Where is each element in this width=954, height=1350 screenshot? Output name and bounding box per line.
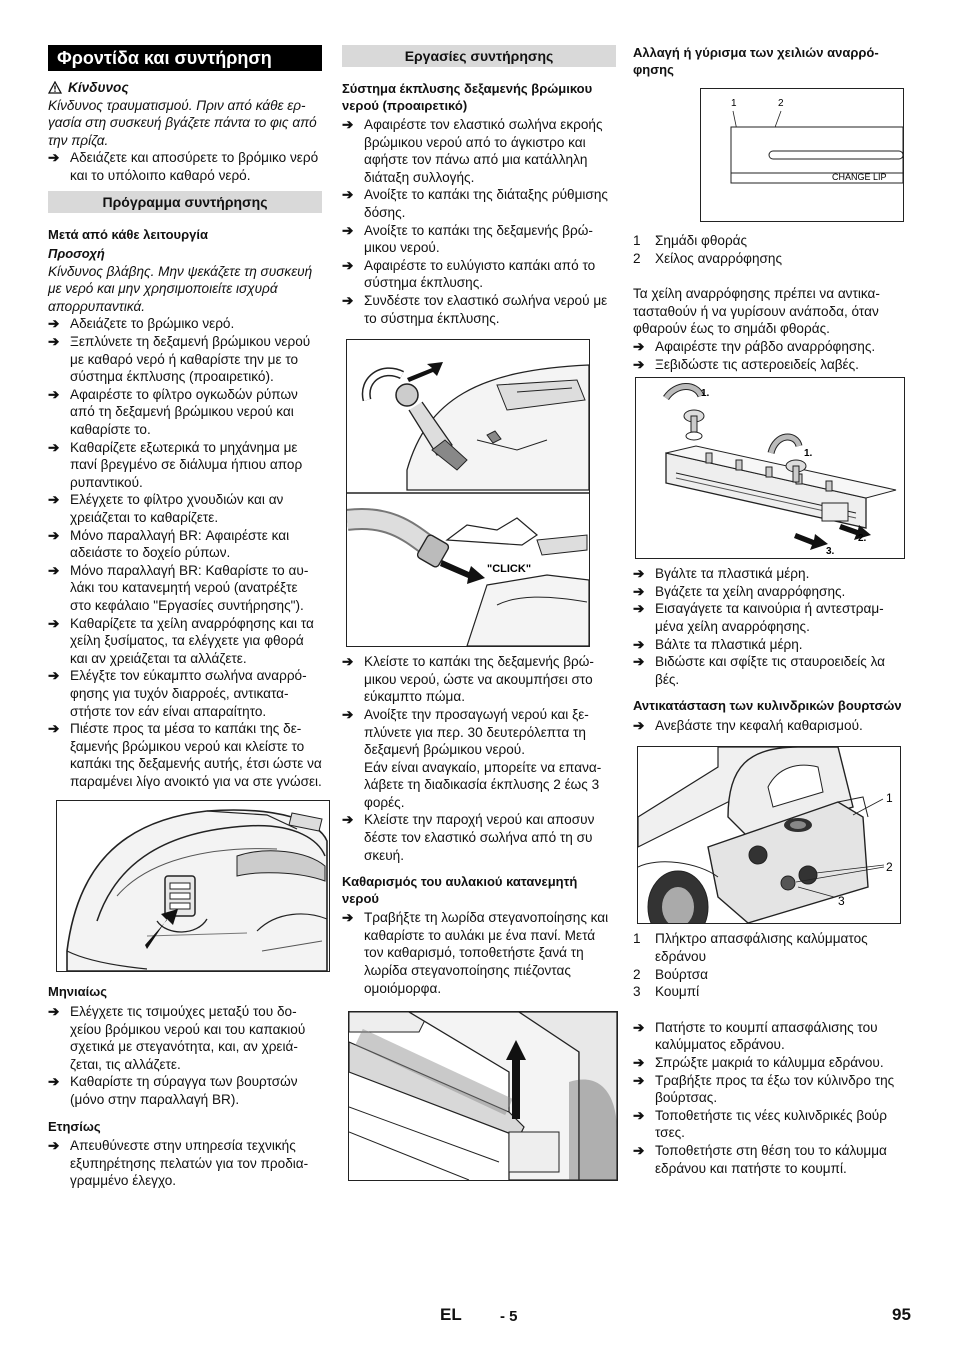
brush-legend [633, 930, 907, 1000]
step-item: ➔ Βιδώστε και σφίξτε τις σταυροειδείς λα βές. [633, 654, 886, 687]
tank-lid-figure [56, 800, 330, 972]
arrow-right-icon: ➔ [633, 601, 645, 617]
brush-steps [633, 717, 907, 735]
arrow-right-icon: ➔ [48, 492, 60, 508]
groove-steps [342, 909, 616, 997]
arrow-right-icon: ➔ [633, 583, 645, 599]
change-lip-label: CHANGE LIP [832, 172, 887, 182]
step-item: ➔ Ανεβάστε την κεφαλή καθαρισμού. [633, 717, 863, 733]
step-item: ➔ Καθαρίζετε εξωτερικά το μηχάνημα με πανί βρεγμένο σε διάλυμα ήπιου απορ ρυπαντικού. [48, 439, 303, 490]
arrow-right-icon: ➔ [342, 654, 354, 670]
squeegee-disassembly-illustration [636, 378, 904, 558]
step-item: ➔ Αδειάζετε το βρώμικο νερό. [48, 316, 235, 332]
danger-heading: Κίνδυνος [68, 80, 129, 95]
step-item: ➔ Πατήστε το κουμπί απασφάλισης του καλύμματος εδράνου. [633, 1019, 878, 1053]
step-item: ➔ Ξεβιδώστε τις αστεροειδείς λαβές. [633, 356, 859, 372]
step-mark-1a: 1. [701, 388, 710, 400]
step-item: ➔ Ξεπλύνετε τη δεξαμενή βρώμικου νερού με καθαρό νερό ή καθαρίστε την με το σύστημα έκπλυσης (προαιρετικό). [48, 334, 311, 385]
footer-page-number: 95 [892, 1305, 911, 1324]
step-item: ➔ Ανοίξτε το καπάκι της διάταξης ρύθμισης δόσης. [342, 187, 608, 220]
arrow-right-icon: ➔ [633, 1072, 645, 1088]
after-operation-steps [48, 315, 322, 790]
step-item: ➔ Ελέγχετε τις τσιμούχες μεταξύ του δοχείου βρόμικου νερού και του καπακιού σχετικά με στεγανότητα, και, αν χρειάζεται, τις αλλάζετε. [48, 1003, 306, 1072]
arrow-right-icon: ➔ [342, 706, 354, 722]
step-item: ➔ Ανοίξτε το καπάκι της δεξαμενής βρώμικου νερού. [342, 222, 593, 256]
arrow-right-icon: ➔ [633, 566, 645, 582]
arrow-right-icon: ➔ [633, 717, 645, 733]
squeegee-disassembly-figure [635, 377, 905, 559]
step-item: ➔ Ελέγξτε τον εύκαμπτο σωλήνα αναρρόφησης για τυχόν διαρροές, αντικαταστήστε τον εάν είναι απαραίτητο. [48, 668, 307, 719]
step-mark-3: 3. [826, 546, 835, 558]
lip-text: Τα χείλη αναρρόφησης πρέπει να αντικατασταθούν ή να γυρίσουν ανάποδα, όταν φθαρούν έως το σημάδι φθοράς. [633, 286, 880, 337]
arrow-right-icon: ➔ [633, 1054, 645, 1070]
step-item: ➔ Απευθύνεστε στην υπηρεσία τεχνικής εξυπηρέτησης πελατών για τον προδιαγραμμένο έλεγχο. [48, 1138, 309, 1189]
arrow-right-icon: ➔ [48, 721, 60, 737]
step-item: ➔ Ανοίξτε την προσαγωγή νερού και ξεπλύνετε για περ. 30 δευτερόλεπτα τη δεξαμενή βρώμικου νερού. [342, 706, 589, 758]
step-item: ➔ Εισαγάγετε τα καινούρια ή αντεστραμμένα χείλη αναρρόφησης. [633, 601, 884, 634]
flush-steps-2 [342, 653, 616, 759]
arrow-right-icon: ➔ [48, 1138, 60, 1154]
column-middle [342, 45, 616, 1181]
flush-connection-figure [346, 339, 590, 647]
step-item: ➔ Τραβήξτε προς τα έξω τον κύλινδρο της βούρτσας. [633, 1072, 895, 1106]
maintenance-program-bar: Πρόγραμμα συντήρησης [48, 191, 322, 213]
step-item: ➔ Βάλτε τα πλαστικά μέρη. [633, 636, 803, 652]
step-item: ➔ Τοποθετήστε στη θέση του το κάλυμμα εδράνου και πατήστε το κουμπί. [633, 1142, 887, 1176]
change-lip-figure [700, 88, 904, 222]
arrow-right-icon: ➔ [633, 636, 645, 652]
click-label: "CLICK" [487, 563, 532, 576]
monthly-steps [48, 1003, 322, 1109]
legend-item: 2 Χείλος αναρρόφησης [633, 250, 783, 266]
arrow-right-icon: ➔ [633, 654, 645, 670]
danger-text: Κίνδυνος τραυματισμού. Πριν από κάθε εργασία στη συσκευή βγάζετε πάντα το φις από την πρίζα. [48, 97, 317, 148]
flush-connection-illustration [347, 340, 589, 646]
arrow-right-icon: ➔ [48, 150, 60, 166]
step-item: ➔ Βγάλτε τα πλαστικά μέρη. [633, 566, 810, 582]
step-item: ➔ Τοποθετήστε τις νέες κυλινδρικές βούρ τσες. [633, 1107, 887, 1141]
arrow-right-icon: ➔ [633, 1107, 645, 1123]
brush-head-illustration [638, 747, 900, 923]
water-distributor-figure [348, 1011, 618, 1181]
fig-callout-2: 2 [778, 98, 784, 109]
footer-language: EL [440, 1305, 462, 1324]
danger-step: ➔ Αδειάζετε και αποσύρετε το βρόμικο νερό και το υπόλοιπο καθαρό νερό. [48, 150, 319, 183]
suction-lip-heading: Αλλαγή ή γύρισμα των χειλιών αναρρόφησης [633, 45, 879, 77]
callout-2: 2 [886, 860, 893, 875]
step-item: ➔ Αφαιρέστε το φίλτρο ογκωδών ρύπων από τη δεξαμενή βρώμικου νερού και καθαρίστε το. [48, 386, 298, 437]
lip-steps [633, 338, 907, 373]
water-distributor-illustration [349, 1012, 617, 1180]
legend-item: 1 Σημάδι φθοράς [633, 233, 748, 248]
step-item: ➔ Μόνο παραλλαγή BR: Αφαιρέστε και αδειάστε το δοχείο ρύπων. [48, 527, 290, 561]
arrow-right-icon: ➔ [48, 527, 60, 543]
arrow-right-icon: ➔ [48, 615, 60, 631]
warning-triangle-icon [48, 81, 62, 94]
section-title: Φροντίδα και συντήρηση [48, 45, 322, 71]
footer-subpage: - 5 [500, 1308, 518, 1325]
danger-heading-row [48, 79, 322, 97]
arrow-right-icon: ➔ [342, 910, 354, 926]
maintenance-work-bar: Εργασίες συντήρησης [342, 45, 616, 67]
legend-item: 3 Κουμπί [633, 984, 700, 1000]
arrow-right-icon: ➔ [633, 1142, 645, 1158]
arrow-right-icon: ➔ [342, 812, 354, 828]
step-mark-1b: 1. [804, 448, 813, 460]
flush-system-heading: Σύστημα έκπλυσης δεξαμενής βρώμικου νερού (προαιρετικό) [342, 81, 593, 113]
step-item: ➔ Αφαιρέστε το ευλύγιστο καπάκι από το σύστημα έκπλυσης. [342, 257, 596, 291]
step-item: ➔ Μόνο παραλλαγή BR: Καθαρίστε το αυλάκι του κατανεμητή νερού (ανατρέξτε στο κεφάλαιο "Εργασίες συντήρησης"). [48, 562, 309, 613]
fig-callout-1: 1 [731, 98, 737, 109]
legend-item: 1 Πλήκτρο απασφάλισης καλύμματος εδράνου [633, 931, 868, 964]
arrow-right-icon: ➔ [48, 562, 60, 578]
step-mark-2: 2. [858, 533, 867, 545]
arrow-right-icon: ➔ [342, 117, 354, 132]
brush-head-figure [637, 746, 901, 924]
legend-item: 2 Βούρτσα [633, 966, 709, 982]
arrow-right-icon: ➔ [633, 338, 645, 354]
step-item: ➔ Αφαιρέστε την ράβδο αναρρόφησης. [633, 338, 876, 354]
step-item: ➔ Βγάζετε τα χείλη αναρρόφησης. [633, 583, 846, 599]
step-item: ➔ Ελέγχετε το φίλτρο χνουδιών και αν χρειάζεται το καθαρίζετε. [48, 492, 284, 525]
arrow-right-icon: ➔ [48, 386, 60, 402]
tank-lid-illustration [57, 801, 329, 971]
column-right [633, 45, 907, 1177]
change-lip-illustration [701, 89, 903, 221]
step-item: ➔ Σπρώξτε μακριά το κάλυμμα εδράνου. [633, 1054, 884, 1070]
caution-text: Κίνδυνος βλάβης. Μην ψεκάζετε τη συσκευή με νερό και μην χρησιμοποιείτε ισχυρά απορρυπαντικά. [48, 263, 313, 314]
after-operation-heading: Μετά από κάθε λειτουργία [48, 226, 208, 242]
arrow-right-icon: ➔ [48, 668, 60, 684]
arrow-right-icon: ➔ [342, 222, 354, 238]
step-item: ➔ Καθαρίστε τη σύραγγα των βουρτσών (μόνο στην παραλλαγή BR). [48, 1074, 298, 1107]
arrow-right-icon: ➔ [633, 1019, 645, 1035]
lip-steps-2 [633, 565, 907, 688]
column-left [48, 45, 322, 1190]
step-item: ➔ Αφαιρέστε τον ελαστικό σωλήνα εκροής βρώμικου νερού από το άγκιστρο και αφήστε τον πάνω από μια κατάλληλη διάταξη συλλογής. [342, 117, 603, 185]
caution-heading: Προσοχή [48, 246, 105, 262]
arrow-right-icon: ➔ [342, 292, 354, 308]
step-item: ➔ Τραβήξτε τη λωρίδα στεγανοποίησης και καθαρίστε το αυλάκι με ένα πανί. Μετά τον καθαρισμό, τοποθετήστε ξανά τη λωρίδα στεγανοποίησης πιέζοντας ομοιόμορφα. [342, 910, 609, 996]
step-item: ➔ Πιέστε προς τα μέσα το καπάκι της δεξαμενής βρώμικου νερού και κλείστε το καπάκι της δεξαμενής αυτής, έτσι ώστε να παραμένει λίγο ανοικτό για να στε γνώσει. [48, 721, 322, 789]
arrow-right-icon: ➔ [48, 334, 60, 350]
brush-replacement-heading: Αντικατάσταση των κυλινδρικών βουρτσών [633, 698, 902, 714]
arrow-right-icon: ➔ [48, 1074, 60, 1090]
step-item: ➔ Κλείστε την παροχή νερού και αποσυν δέστε τον ελαστικό σωλήνα από τη συ σκευή. [342, 812, 595, 863]
arrow-right-icon: ➔ [342, 187, 354, 203]
yearly-steps [48, 1137, 322, 1190]
arrow-right-icon: ➔ [48, 439, 60, 455]
callout-3: 3 [838, 894, 845, 909]
arrow-right-icon: ➔ [633, 356, 645, 372]
flush-steps [342, 116, 616, 327]
step-item: ➔ Συνδέστε τον ελαστικό σωλήνα νερού με το σύστημα έκπλυσης. [342, 292, 608, 326]
flush-note: Εάν είναι αναγκαίο, μπορείτε να επαναλάβετε τη διαδικασία έκπλυσης 2 έως 3 φορές. [364, 759, 602, 810]
monthly-heading: Μηνιαίως [48, 984, 107, 1000]
step-item: ➔ Καθαρίζετε τα χείλη αναρρόφησης και τα χείλη ξυσίματος, τα ελέγχετε για φθορά και αν χρειάζεται τα αλλάζετε. [48, 615, 314, 666]
flush-steps-3 [342, 811, 616, 864]
callout-1: 1 [886, 791, 893, 806]
arrow-right-icon: ➔ [48, 316, 60, 332]
arrow-right-icon: ➔ [48, 1003, 60, 1019]
arrow-right-icon: ➔ [342, 257, 354, 273]
yearly-heading: Ετησίως [48, 1118, 101, 1134]
step-item: ➔ Κλείστε το καπάκι της δεξαμενής βρώμικου νερού, ώστε να ακουμπήσει στο εύκαμπτο πώμα. [342, 654, 594, 705]
lip-legend [633, 232, 907, 267]
brush-steps-2 [633, 1019, 907, 1177]
groove-cleaning-heading: Καθαρισμός του αυλακιού κατανεμητή νερού [342, 874, 578, 906]
